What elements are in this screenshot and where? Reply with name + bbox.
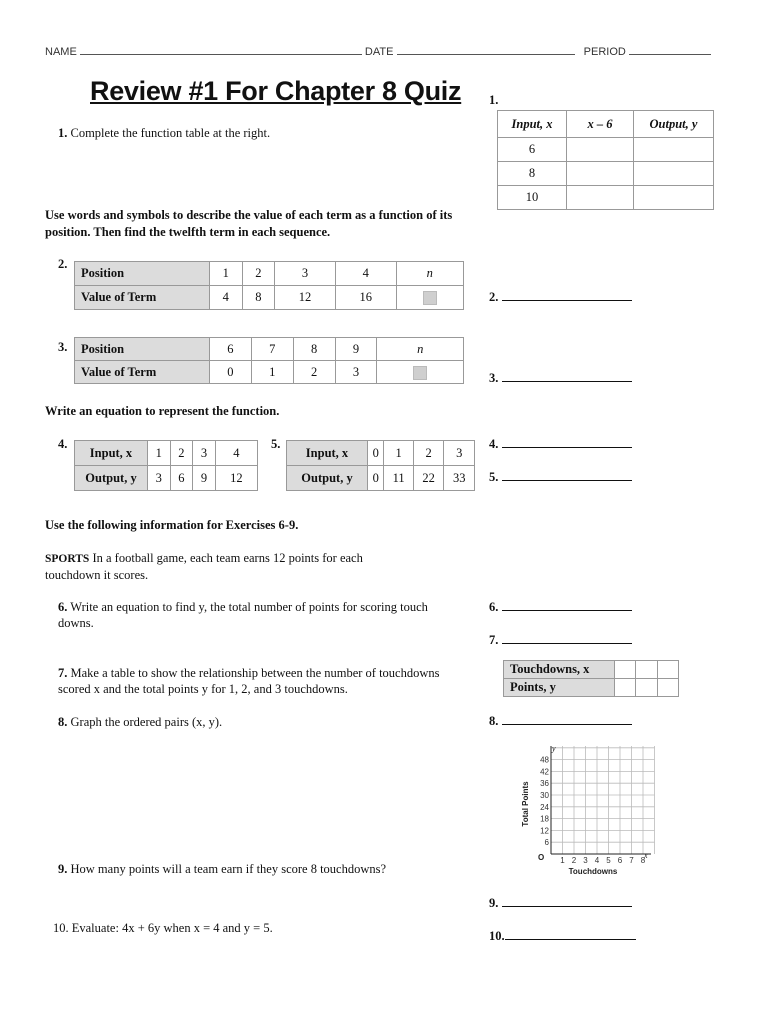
y-tick-label: 24 (540, 802, 549, 812)
sports-text: In a football game, each team earns 12 points for each touchdown it scores. (45, 551, 363, 582)
answer-cell[interactable] (657, 661, 678, 679)
table-cell: 3 (148, 466, 171, 491)
y-tick-label: 18 (540, 814, 549, 824)
table-cell: 2 (242, 262, 275, 286)
answer-cell[interactable] (634, 186, 714, 210)
table-cell: 2 (293, 361, 335, 384)
row-label: Output, y (287, 466, 368, 491)
table-cell: 8 (242, 286, 275, 310)
table-cell: 6 (498, 138, 567, 162)
y-tick-label: 30 (540, 791, 549, 800)
y-axis-letter: y (552, 744, 556, 753)
table-1-number: 1. (489, 93, 499, 107)
answer-blank-9[interactable]: 9. (489, 896, 632, 911)
table-cell: 3 (275, 262, 336, 286)
table-cell: 3 (335, 361, 377, 384)
table-cell: 22 (413, 466, 444, 491)
table-cell: 3 (193, 441, 216, 466)
question-9: 9. How many points will a team earn if they score 8 touchdowns? (58, 862, 387, 876)
table-header: Output, y (634, 111, 714, 138)
x-tick-label: 8 (640, 856, 646, 865)
table-cell: 8 (498, 162, 567, 186)
row-label: Touchdowns, x (504, 661, 615, 679)
x-tick-label: 6 (617, 856, 623, 865)
question-3-number: 3. (58, 340, 68, 354)
y-tick-label: 6 (544, 838, 549, 848)
table-cell: 11 (384, 466, 414, 491)
section-instructions-sequences: Use words and symbols to describe the value of each term as a function of its position. Then find the twelfth term in each sequence. (45, 208, 453, 239)
answer-blank-2[interactable]: 2. (489, 290, 632, 305)
date-blank[interactable] (397, 46, 575, 55)
table-header: x – 6 (567, 111, 634, 138)
row-label: Value of Term (75, 286, 210, 310)
x-tick-label: 5 (606, 856, 611, 865)
answer-cell[interactable] (396, 286, 463, 310)
question-text: Graph the ordered pairs (x, y). (70, 715, 223, 729)
table-cell: 12 (215, 466, 257, 491)
name-label: NAME (45, 46, 77, 58)
answer-cell[interactable] (657, 679, 678, 697)
table-cell: 0 (368, 466, 384, 491)
answer-cell[interactable] (567, 186, 634, 210)
table-cell: 2 (170, 441, 193, 466)
period-label: PERIOD (583, 46, 626, 58)
answer-cell[interactable] (634, 162, 714, 186)
table-cell: 1 (148, 441, 171, 466)
question-10: 10. Evaluate: 4x + 6y when x = 4 and y = 5. (53, 921, 273, 935)
origin-label: O (538, 853, 545, 862)
function-table-1 (497, 110, 714, 210)
question-8: 8. Graph the ordered pairs (x, y). (58, 715, 223, 729)
table-cell: 1 (251, 361, 293, 384)
x-tick-label: 4 (594, 856, 600, 865)
question-1 (58, 125, 270, 141)
section-instructions-equations: Write an equation to represent the function. (45, 404, 280, 418)
name-blank[interactable] (80, 46, 362, 55)
table-cell: 4 (210, 286, 243, 310)
coordinate-graph[interactable] (515, 742, 655, 882)
question-text: How many points will a team earn if they score 8 touchdowns? (70, 862, 387, 876)
answer-blank-5[interactable]: 5. (489, 470, 632, 485)
question-text: Evaluate: 4x + 6y when x = 4 and y = 5. (71, 921, 273, 935)
x-axis-letter: x (644, 851, 648, 860)
table-cell: 4 (215, 441, 257, 466)
row-label: Input, x (287, 441, 368, 466)
period-blank[interactable] (629, 46, 711, 55)
answer-cell[interactable] (615, 679, 636, 697)
answer-cell[interactable] (567, 138, 634, 162)
question-text: Complete the function table at the right. (70, 126, 271, 140)
y-tick-label: 12 (540, 826, 549, 836)
sports-prompt (45, 550, 415, 583)
page-title: Review #1 For Chapter 8 Quiz (90, 76, 462, 106)
y-tick-label: 36 (540, 779, 549, 789)
function-table-4 (74, 440, 258, 491)
table-cell: 9 (335, 338, 377, 361)
question-text: Make a table to show the relationship between the number of touchdowns scored x and the total points y for 1, 2, and 3 touchdowns. (58, 666, 440, 696)
table-cell: 12 (275, 286, 336, 310)
answer-blank-3[interactable]: 3. (489, 371, 632, 386)
answer-blank-8[interactable]: 8. (489, 714, 632, 729)
x-tick-label: 7 (629, 856, 634, 865)
table-cell: 1 (210, 262, 243, 286)
answer-blank-7[interactable]: 7. (489, 633, 632, 648)
table-cell: 6 (210, 338, 252, 361)
x-tick-label: 1 (560, 856, 565, 865)
answer-blank-10[interactable]: 10. (489, 929, 636, 944)
sports-label: SPORTS (45, 553, 90, 565)
function-table-5 (286, 440, 475, 491)
answer-cell[interactable] (567, 162, 634, 186)
x-tick-label: 3 (583, 856, 588, 865)
row-label: Position (75, 338, 210, 361)
table-cell: 1 (384, 441, 414, 466)
x-tick-label: 2 (571, 856, 577, 865)
question-text: Write an equation to find y, the total number of points for scoring touch downs. (58, 600, 428, 630)
sequence-table-3 (74, 337, 464, 384)
row-label: Points, y (504, 679, 615, 697)
answer-cell[interactable] (615, 661, 636, 679)
answer-blank-4[interactable]: 4. (489, 437, 632, 452)
answer-cell[interactable] (636, 679, 657, 697)
table-cell: 4 (335, 262, 396, 286)
row-label: Input, x (75, 441, 148, 466)
y-tick-label: 42 (540, 767, 549, 777)
row-label: Value of Term (75, 361, 210, 384)
answer-blank-6[interactable]: 6. (489, 600, 632, 615)
table-cell: 3 (444, 441, 475, 466)
table-cell: 0 (368, 441, 384, 466)
y-axis-title: Total Points (521, 781, 530, 827)
question-7: 7. Make a table to show the relationship between the number of touchdowns scored x and the total points y for 1, 2, and 3 touchdowns. (58, 666, 440, 696)
table-cell: 7 (251, 338, 293, 361)
header-line (45, 46, 711, 58)
row-label: Output, y (75, 466, 148, 491)
answer-cell[interactable] (636, 661, 657, 679)
table-header: Input, x (498, 111, 567, 138)
table-cell: 8 (293, 338, 335, 361)
answer-cell[interactable] (377, 361, 464, 384)
section-instructions-info: Use the following information for Exercises 6-9. (45, 518, 299, 532)
table-cell: 33 (444, 466, 475, 491)
x-axis-title: Touchdowns (568, 867, 618, 876)
touchdowns-table (503, 660, 679, 697)
question-number: 1. (58, 126, 68, 140)
question-5-number: 5. (271, 437, 281, 451)
table-cell: n (396, 262, 463, 286)
table-cell: 0 (210, 361, 252, 384)
y-tick-label: 48 (540, 755, 549, 765)
table-cell: 16 (335, 286, 396, 310)
row-label: Position (75, 262, 210, 286)
table-cell: 2 (413, 441, 444, 466)
date-label: DATE (364, 46, 394, 58)
table-cell: n (377, 338, 464, 361)
table-cell: 10 (498, 186, 567, 210)
question-2-number: 2. (58, 257, 68, 271)
table-cell: 9 (193, 466, 216, 491)
sequence-table-2 (74, 261, 464, 310)
question-6: 6. Write an equation to find y, the total number of points for scoring touch downs. (58, 600, 428, 630)
table-cell: 6 (170, 466, 193, 491)
question-4-number: 4. (58, 437, 68, 451)
answer-cell[interactable] (634, 138, 714, 162)
